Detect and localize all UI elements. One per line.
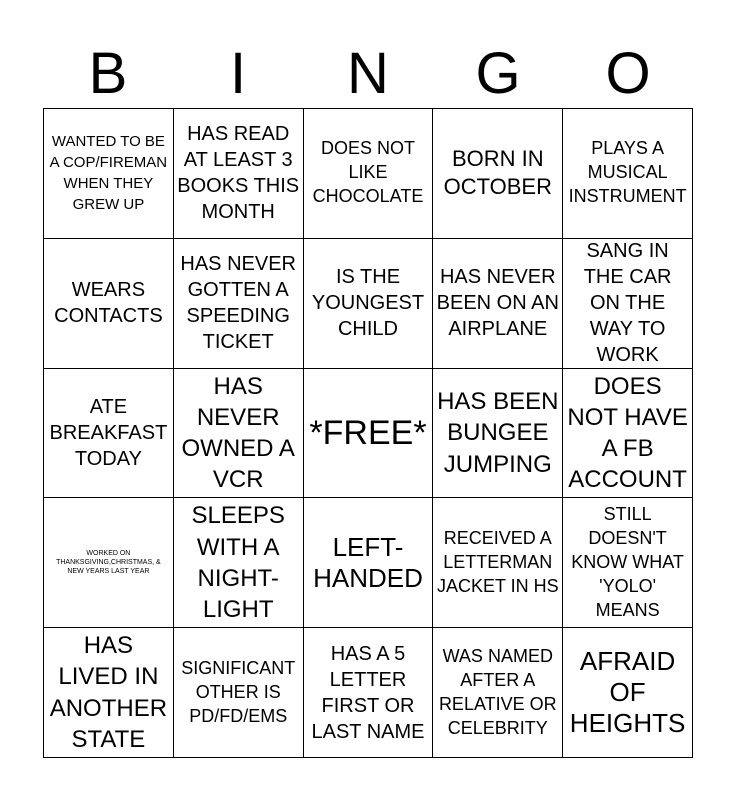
bingo-cell[interactable]: WANTED TO BE A COP/FIREMAN WHEN THEY GREW UP xyxy=(44,109,174,239)
header-letter-i: I xyxy=(229,41,247,106)
bingo-cell[interactable]: HAS A 5 LETTER FIRST OR LAST NAME xyxy=(304,628,434,758)
bingo-cell[interactable]: HAS LIVED IN ANOTHER STATE xyxy=(44,628,174,758)
bingo-cell[interactable]: AFRAID OF HEIGHTS xyxy=(563,628,693,758)
bingo-cell[interactable]: HAS BEEN BUNGEE JUMPING xyxy=(433,369,563,499)
bingo-cell[interactable]: HAS NEVER OWNED A VCR xyxy=(174,369,304,499)
free-space-cell[interactable]: *FREE* xyxy=(304,369,434,499)
header-letter-g: G xyxy=(475,41,521,106)
bingo-cell[interactable]: WORKED ON THANKSGIVING,CHRISTMAS, & NEW YEARS LAST YEAR xyxy=(44,498,174,628)
bingo-cell[interactable]: RECEIVED A LETTERMAN JACKET IN HS xyxy=(433,498,563,628)
bingo-cell[interactable]: LEFT-HANDED xyxy=(304,498,434,628)
bingo-cell[interactable]: WAS NAMED AFTER A RELATIVE OR CELEBRITY xyxy=(433,628,563,758)
header-letter-b: B xyxy=(88,41,128,106)
bingo-cell[interactable]: SLEEPS WITH A NIGHT-LIGHT xyxy=(174,498,304,628)
header-letter-o: O xyxy=(605,41,651,106)
bingo-cell[interactable]: DOES NOT LIKE CHOCOLATE xyxy=(304,109,434,239)
bingo-cell[interactable]: IS THE YOUNGEST CHILD xyxy=(304,239,434,369)
bingo-cell[interactable]: STILL DOESN'T KNOW WHAT 'YOLO' MEANS xyxy=(563,498,693,628)
bingo-cell[interactable]: DOES NOT HAVE A FB ACCOUNT xyxy=(563,369,693,499)
bingo-cell[interactable]: HAS NEVER BEEN ON AN AIRPLANE xyxy=(433,239,563,369)
bingo-cell[interactable]: HAS NEVER GOTTEN A SPEEDING TICKET xyxy=(174,239,304,369)
bingo-board xyxy=(43,108,693,758)
bingo-cell[interactable]: BORN IN OCTOBER xyxy=(433,109,563,239)
bingo-cell[interactable]: ATE BREAKFAST TODAY xyxy=(44,369,174,499)
bingo-header xyxy=(43,40,693,108)
bingo-cell[interactable]: SIGNIFICANT OTHER IS PD/FD/EMS xyxy=(174,628,304,758)
bingo-cell[interactable]: PLAYS A MUSICAL INSTRUMENT xyxy=(563,109,693,239)
header-letter-n: N xyxy=(347,41,389,106)
bingo-cell[interactable]: SANG IN THE CAR ON THE WAY TO WORK xyxy=(563,239,693,369)
bingo-cell[interactable]: WEARS CONTACTS xyxy=(44,239,174,369)
bingo-cell[interactable]: HAS READ AT LEAST 3 BOOKS THIS MONTH xyxy=(174,109,304,239)
